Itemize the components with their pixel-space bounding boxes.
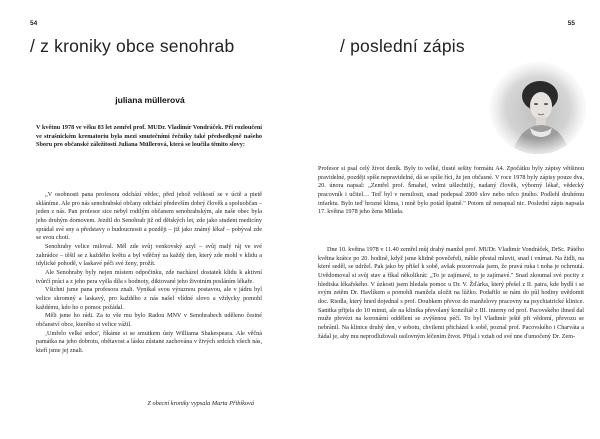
diary-intro-text: Profesor si psal celý život deník. Byly to velké, tlusté sešity formátu A4. Zpočátku byly zápisy většinou pravidelné, později spíše nepravidelné, dá se spíše říci, že jen občasné. V roce 1978 byly zápisy pouze dva, 20. února napsal: „Zemřel prof. Šmahel, velmi ušlechtilý, nadaný člověk, výborný lékař, vědecký pracovník i učitel… Teď byl v nemilosti, snad podepsal 2000 slov nebo něco jiného. Podlehl druhému infarktu. Bylo teď hrozné klima, i mně bylo potád špatně." Potom už nenapsal nic. Poslední zápis napsala 17. května 1978 jeho žena Milada. <box>318 165 584 216</box>
quote-paragraph: Měli jsme ho rádi. Za to vše mu bylo Radou MNV v Senohrabech uděleno čestné občanství obce, kterého si velice vážil. <box>36 312 262 328</box>
quote-paragraph: Všichni jsme pana profesora znali. Vynikal svou výraznou postavou, ale v jádru byl velice skromný a laskavý, pro každého z nás našel vlídné slovo a vždycky pomohl každému, kdo ho o pomoc požádal. <box>36 286 262 311</box>
intro-text: V květnu 1978 ve věku 83 let zemřel prof. MUDr. Vladimír Vondráček. Při rozloučení ve strašnickém krematoriu byla mezi smutečními řečníky také předsedkyně našeho Sboru pro občanské záležitosti Juliana Müllerová, která se loučila těmito slovy: <box>36 124 262 149</box>
intro-paragraph <box>318 165 584 217</box>
author-name: juliana müllerová <box>115 95 185 105</box>
quote-paragraph: ‚Umřelo velké srdce', říkáme si se smutkem ústy Williama Shakespeara. Ale věčná památka na jeho dobrotu, obětavost a lásku zůstane zachována v živých srdcích všech nás, kteří jsme jej znali. <box>36 329 262 354</box>
speech-quote <box>36 191 262 355</box>
quote-paragraph: Ale Senohraby byly nejen místem odpočinku, zde nacházel dostatek klidu k aktivní tvůrčí práci a z jeho pera vyšla díla s hodnoty, diktované jeho životním posláním lékaře. <box>36 268 262 285</box>
intro-paragraph <box>36 124 262 150</box>
diary-entry-text: Dne 10. května 1978 v 11.40 zemřel můj drahý manžel prof. MUDr. Vladimír Vondráček, DrSc. Pátého května krátce po 20. hodině, když jsme klidně povečeřeli, náhle přestal mluvit, snad i vnímat. Na židli, na které seděl, se udržel. Pak jako by přišel k sobě, avšak pozorovala jsem, že pravá ruka i noha je ochrnutá. Uvědomoval si svůj stav a říkal několikrát: „To je zajímavé, to je zajímavé." Snad zkoumal své pocity z hlediska lékařského. V úzkosti jsem hledala pomoc u Dr. V. Žďárka, který přešel z II. patra, kde bydlí i se svým zetěm Dr. Havlíkem a pomohli manžela uložit na lůžko. Podařilo se nám do půl hodiny uvědomit doc. Riedla, který hned dojednal s prof. Doubkem převoz do manželovy pracovny na psychiatrické klinice. Sanitka přijela do 10 minut, ale na klinika převolaný konziliář z III. interny od prof. Pacovského ihned dal muže převézt na koronární oddělení se zvýšenou péčí. To byl Vladimír ještě při vědomí, převozu se nebránil. Na klinice druhý den, v sobotu, chvilemi přicházel k sobě, poznal prof. Pacovského i Charváta a žádal je, aby mu neprodlužovali usilovným léčením život. Přijal i vztah od své nne ďumočený Dr. Zem- <box>318 246 584 340</box>
portrait-photo <box>490 62 586 154</box>
quote-paragraph: „V osobnosti pana profesora odchází vědec, před jehož velikostí se v úctě a pietě skláníme. Ale pro nás senohrabské občany odchází především dobrý člověk a spoluobčan – jeden z nás. Pan profesor sice nebyl rodilým občanem senohrabským, ale naše obec byla jeho druhým domovem. Jezdil do Senohrab již od dětských let, zde jako student medicíny sprádal své sny a představy o budoucnosti a později – již jako známý lékař – pobýval zde se svou chotí. <box>36 191 262 242</box>
page-number: 55 <box>567 20 575 27</box>
page-title: / z kroniky obce senohrab <box>30 36 235 56</box>
page-number: 54 <box>30 20 38 27</box>
right-page <box>300 0 600 439</box>
quote-paragraph: Senohraby velice miloval. Měl zde svůj venkovský azyl – svůj malý ráj ve své zahrádce – těšil se z každého květu a byl vděčný za každý den, který zde mohl v klidu a idylické pohodě, v laskavé péči své ženy, prožít. <box>36 242 262 268</box>
portrait-photo-icon <box>490 62 586 154</box>
page-title: / poslední zápis <box>340 36 465 56</box>
diary-entry <box>318 246 584 341</box>
signature-line: Z obecní kroniky vypsala Marta Přibíková <box>147 400 254 407</box>
